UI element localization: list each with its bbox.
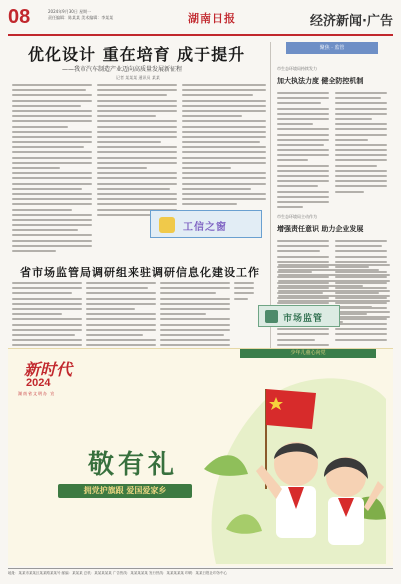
page-footer: 地址：某某市某某区某某路某某号 邮编：某某某 总机：某某某某某 广告热线：某某某某某 发行热线：某某某某某 印刷：某某日报社印务中心 [8,568,393,576]
lead-headline: 优化设计 重在培育 成于提升 [28,45,246,64]
article-column [86,282,156,355]
sidebar-text [277,92,329,211]
gongxin-banner [150,210,262,238]
header-date-line-1: 2024年9月30日 星期一 [48,9,92,14]
article-column [97,84,177,219]
ad-top-strip [240,349,376,358]
lead-subheadline: ——我市汽车制造产业迈向高质量发展新征程 [62,66,183,73]
article-column [12,84,92,255]
ad-strip-text: 少年儿童心向党 [290,350,326,356]
ad-slogan-text: 拥党护旗跟 爱国爱家乡 [83,486,167,495]
children-salute-illustration [196,359,386,564]
public-service-ad [8,348,393,566]
market-banner-text: 市场监管 [283,314,324,324]
sidebar-title-2: 增强责任意识 助力企业发展 [277,224,364,233]
sidebar-title-1: 加大执法力度 健全防控机制 [277,76,364,85]
section-title: 经济新闻·广告 [310,14,393,29]
article-column [160,282,230,355]
newspaper-logo: 湖南日报 [188,12,236,25]
ad-headline: 敬有礼 [88,450,179,480]
news2-headline: 省市场监管局调研组来驻调研信息化建设工作 [20,266,260,279]
sidebar-kicker-2: 市生态环境局主动作为 [277,214,317,219]
gongxin-logo-icon [159,217,175,233]
header-date [48,9,113,21]
sidebar-banner: 聚焦 · 监管 [286,42,378,54]
lead-byline: 记者 某某某 通讯员 某某 [116,75,160,80]
article-column [12,282,82,355]
ad-slogan-banner [58,484,192,498]
page-number: 08 [8,6,31,28]
gongxin-banner-text: 工信之窗 [183,222,227,233]
sidebar-kicker-1: 市生态环境局持续发力 [277,66,317,71]
ad-logo-year: 2024 [26,377,51,389]
header-date-line-2: 责任编辑：陈某某 美术编辑：李某某 [48,15,114,20]
article-column [234,282,254,303]
page-header [8,6,393,36]
ad-logo-caption: 湖南省文明办 宣 [18,391,56,396]
ad-logo-title: 新时代 [24,360,73,379]
sidebar-text [335,92,387,196]
market-banner [258,305,340,327]
market-logo-icon [265,310,278,323]
article-column [182,84,266,209]
